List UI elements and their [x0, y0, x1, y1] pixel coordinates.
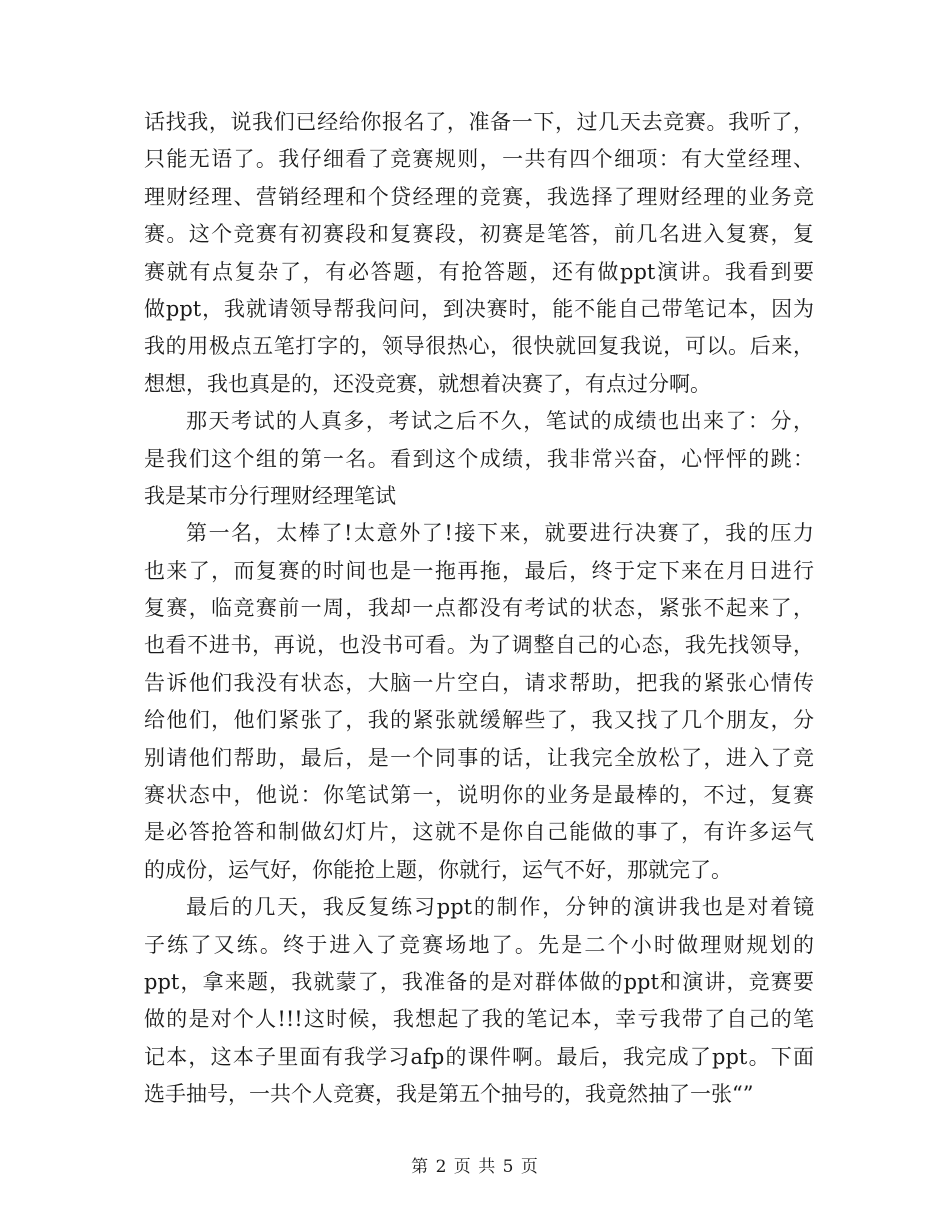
text-line: 赛。这个竞赛有初赛段和复赛段，初赛是笔答，前几名进入复赛，复: [144, 222, 814, 247]
text-line: 做的是对个人!!!这时候，我想起了我的笔记本，幸亏我带了自己的笔: [144, 1007, 814, 1032]
text-line: 赛状态中，他说：你笔试第一，说明你的业务是最棒的，不过，复赛: [144, 783, 814, 808]
text-line: 别请他们帮助，最后，是一个同事的话，让我完全放松了，进入了竞: [144, 745, 814, 770]
text-line: 赛就有点复杂了，有必答题，有抢答题，还有做ppt演讲。我看到要: [144, 259, 814, 284]
text-line: 子练了又练。终于进入了竞赛场地了。先是二个小时做理财规划的: [144, 932, 814, 957]
text-line: 最后的几天，我反复练习ppt的制作，分钟的演讲我也是对着镜: [186, 895, 814, 920]
body-text: [144, 104, 814, 1114]
text-line: 是必答抢答和制做幻灯片，这就不是你自己能做的事了，有许多运气: [144, 820, 814, 845]
text-line: 复赛，临竞赛前一周，我却一点都没有考试的状态，紧张不起来了，: [144, 596, 814, 621]
page-footer: 第 2 页 共 5 页: [411, 1157, 539, 1177]
text-line: 只能无语了。我仔细看了竞赛规则，一共有四个细项：有大堂经理、: [144, 147, 814, 172]
text-line: 也来了，而复赛的时间也是一拖再拖，最后，终于定下来在月日进行: [144, 558, 814, 583]
text-line: 是我们这个组的第一名。看到这个成绩，我非常兴奋，心怦怦的跳：: [144, 446, 814, 471]
text-line: 给他们，他们紧张了，我的紧张就缓解些了，我又找了几个朋友，分: [144, 708, 814, 733]
text-line: 的成份，运气好，你能抢上题，你就行，运气不好，那就完了。: [144, 857, 732, 882]
text-line: 告诉他们我没有状态，大脑一片空白，请求帮助，把我的紧张心情传: [144, 670, 814, 695]
text-line: 理财经理、营销经理和个贷经理的竞赛，我选择了理财经理的业务竞: [144, 184, 814, 209]
text-line: 记本，这本子里面有我学习afp的课件啊。最后，我完成了ppt。下面: [144, 1044, 814, 1069]
text-line: 选手抽号，一共个人竞赛，我是第五个抽号的，我竟然抽了一张“”: [144, 1082, 754, 1107]
text-line: 话找我，说我们已经给你报名了，准备一下，过几天去竞赛。我听了，: [144, 110, 814, 134]
text-line: 我的用极点五笔打字的，领导很热心，很快就回复我说，可以。后来，: [144, 334, 814, 359]
text-line: 想想，我也真是的，还没竞赛，就想着决赛了，有点过分啊。: [144, 371, 711, 396]
text-line: 我是某市分行理财经理笔试: [144, 483, 396, 508]
text-line: 做ppt，我就请领导帮我问问，到决赛时，能不能自己带笔记本，因为: [144, 296, 814, 321]
text-line: ppt，拿来题，我就蒙了，我准备的是对群体做的ppt和演讲，竞赛要: [144, 969, 814, 994]
text-line: 也看不进书，再说，也没书可看。为了调整自己的心态，我先找领导，: [144, 633, 814, 658]
text-line: 第一名，太棒了!太意外了!接下来，就要进行决赛了，我的压力: [186, 521, 814, 546]
text-line: 那天考试的人真多，考试之后不久，笔试的成绩也出来了：分，: [186, 409, 814, 434]
